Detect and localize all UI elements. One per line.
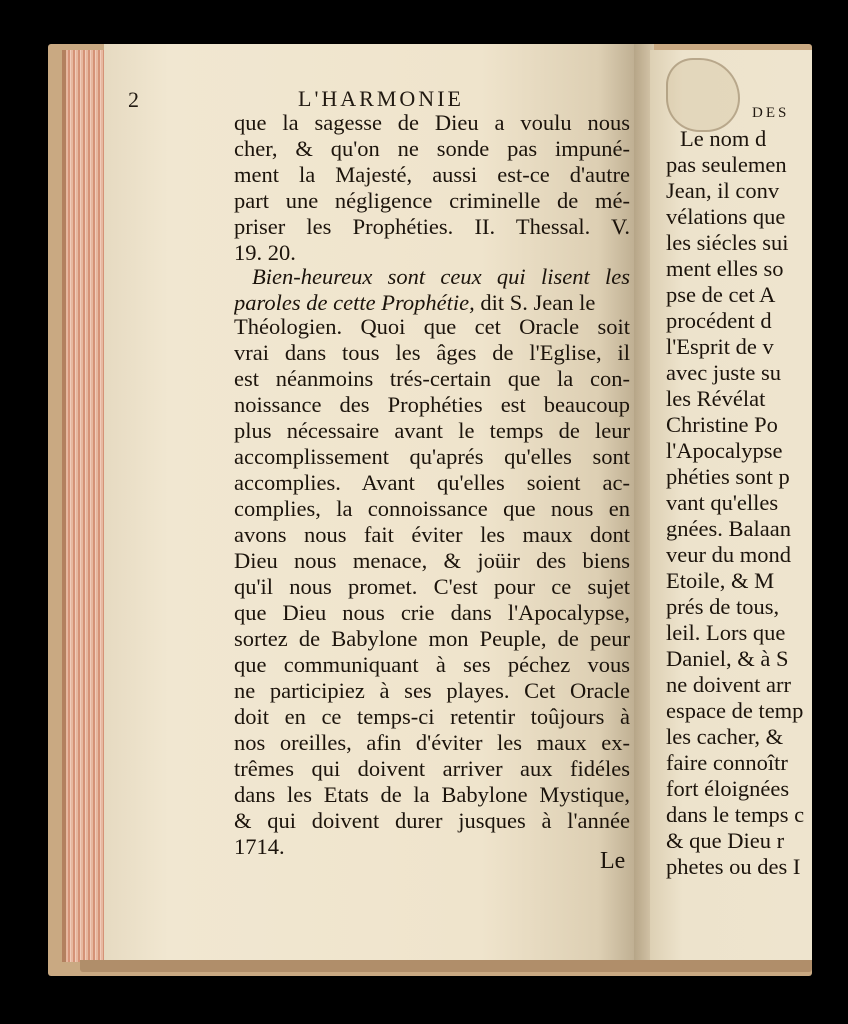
right-text-line: phetes ou des I bbox=[666, 854, 801, 879]
text-line: & qui doivent durer jusques à l'année bbox=[234, 808, 630, 833]
text-line: que Dieu nous crie dans l'Apocalypse, bbox=[234, 600, 630, 625]
right-text-line: Jean, il conv bbox=[666, 178, 780, 203]
right-text-line: les cacher, & bbox=[666, 724, 784, 749]
italic-text: paroles de cette Prophétie, bbox=[234, 290, 475, 315]
right-text-line: pas seulemen bbox=[666, 152, 787, 177]
running-head-right: DES bbox=[752, 105, 790, 121]
text-line: part une négligence criminelle de mé- bbox=[234, 188, 630, 213]
right-text-line: gnées. Balaan bbox=[666, 516, 791, 541]
right-text-line: Daniel, & à S bbox=[666, 646, 789, 671]
right-text-line: l'Esprit de v bbox=[666, 334, 774, 359]
text-line: 19. 20. bbox=[234, 240, 296, 265]
text-line: que la sagesse de Dieu a voulu nous bbox=[234, 110, 630, 135]
text-line: Bien-heureux sont ceux qui lisent les bbox=[252, 264, 630, 289]
right-text-line: prés de tous, bbox=[666, 594, 780, 619]
right-text-line: ne doivent arr bbox=[666, 672, 791, 697]
bottom-edge bbox=[80, 960, 812, 972]
right-text-line: dans le temps c bbox=[666, 802, 805, 827]
text-line: est néanmoins trés-certain que la con- bbox=[234, 366, 630, 391]
text-line: trêmes qui doivent arriver aux fidéles bbox=[234, 756, 630, 781]
text-line: cher, & qu'on ne sonde pas impuné- bbox=[234, 136, 630, 161]
right-text-line: Christine Po bbox=[666, 412, 778, 437]
right-text-line: Le nom d bbox=[680, 126, 767, 151]
right-text-line: avec juste su bbox=[666, 360, 781, 385]
right-text-line: ment elles so bbox=[666, 256, 784, 281]
text-line: nos oreilles, afin d'éviter les maux ex- bbox=[234, 730, 630, 755]
right-text-line: fort éloignées bbox=[666, 776, 790, 801]
right-text-line: l'Apocalypse bbox=[666, 438, 783, 463]
right-text-line: faire connoîtr bbox=[666, 750, 788, 775]
text-line: complies, la connoissance que nous en bbox=[234, 496, 630, 521]
stain bbox=[666, 58, 740, 132]
text-line: ne participiez à ses playes. Cet Oracle bbox=[234, 678, 630, 703]
running-head: L'HARMONIE bbox=[298, 86, 464, 111]
text-line: que communiquant à ses péchez vous bbox=[234, 652, 630, 677]
right-text-line: leil. Lors que bbox=[666, 620, 786, 645]
right-text-line: Etoile, & M bbox=[666, 568, 775, 593]
text-line: 1714. bbox=[234, 834, 285, 859]
text-line: ment la Majesté, aussi est-ce d'autre bbox=[234, 162, 630, 187]
roman-text: dit S. Jean le bbox=[480, 290, 596, 315]
text-line: doit en ce temps-ci retentir toûjours à bbox=[234, 704, 630, 729]
text-line: dans les Etats de la Babylone Mystique, bbox=[234, 782, 630, 807]
text-line: accomplissement qu'aprés qu'elles sont bbox=[234, 444, 630, 469]
right-text-line: phéties sont p bbox=[666, 464, 790, 489]
right-text-line: espace de temp bbox=[666, 698, 804, 723]
text-line: sortez de Babylone mon Peuple, de peur bbox=[234, 626, 630, 651]
text-line: avons nous fait éviter les maux dont bbox=[234, 522, 630, 547]
right-text-line: vélations que bbox=[666, 204, 786, 229]
catchword: Le bbox=[600, 848, 626, 874]
text-line: plus nécessaire avant le temps de leur bbox=[234, 418, 630, 443]
right-text-line: pse de cet A bbox=[666, 282, 776, 307]
right-text-line: les siécles sui bbox=[666, 230, 789, 255]
text-line: qu'il nous promet. C'est pour ce sujet bbox=[234, 574, 630, 599]
page-number: 2 bbox=[128, 87, 140, 112]
right-text-line: vant qu'elles bbox=[666, 490, 779, 515]
text-line: vrai dans tous les âges de l'Eglise, il bbox=[234, 340, 630, 365]
right-text-line: procédent d bbox=[666, 308, 772, 333]
text-line: Théologien. Quoi que cet Oracle soit bbox=[234, 314, 630, 339]
text-line: accomplies. Avant qu'elles soient ac- bbox=[234, 470, 630, 495]
text-line: priser les Prophéties. II. Thessal. V. bbox=[234, 214, 630, 239]
right-text-line: & que Dieu r bbox=[666, 828, 785, 853]
text-line: noissance des Prophéties est beaucoup bbox=[234, 392, 630, 417]
right-text-line: les Révélat bbox=[666, 386, 766, 411]
right-text-line: veur du mond bbox=[666, 542, 791, 567]
text-line: Dieu nous menace, & joüir des biens bbox=[234, 548, 630, 573]
text-line-mixed bbox=[234, 290, 630, 316]
